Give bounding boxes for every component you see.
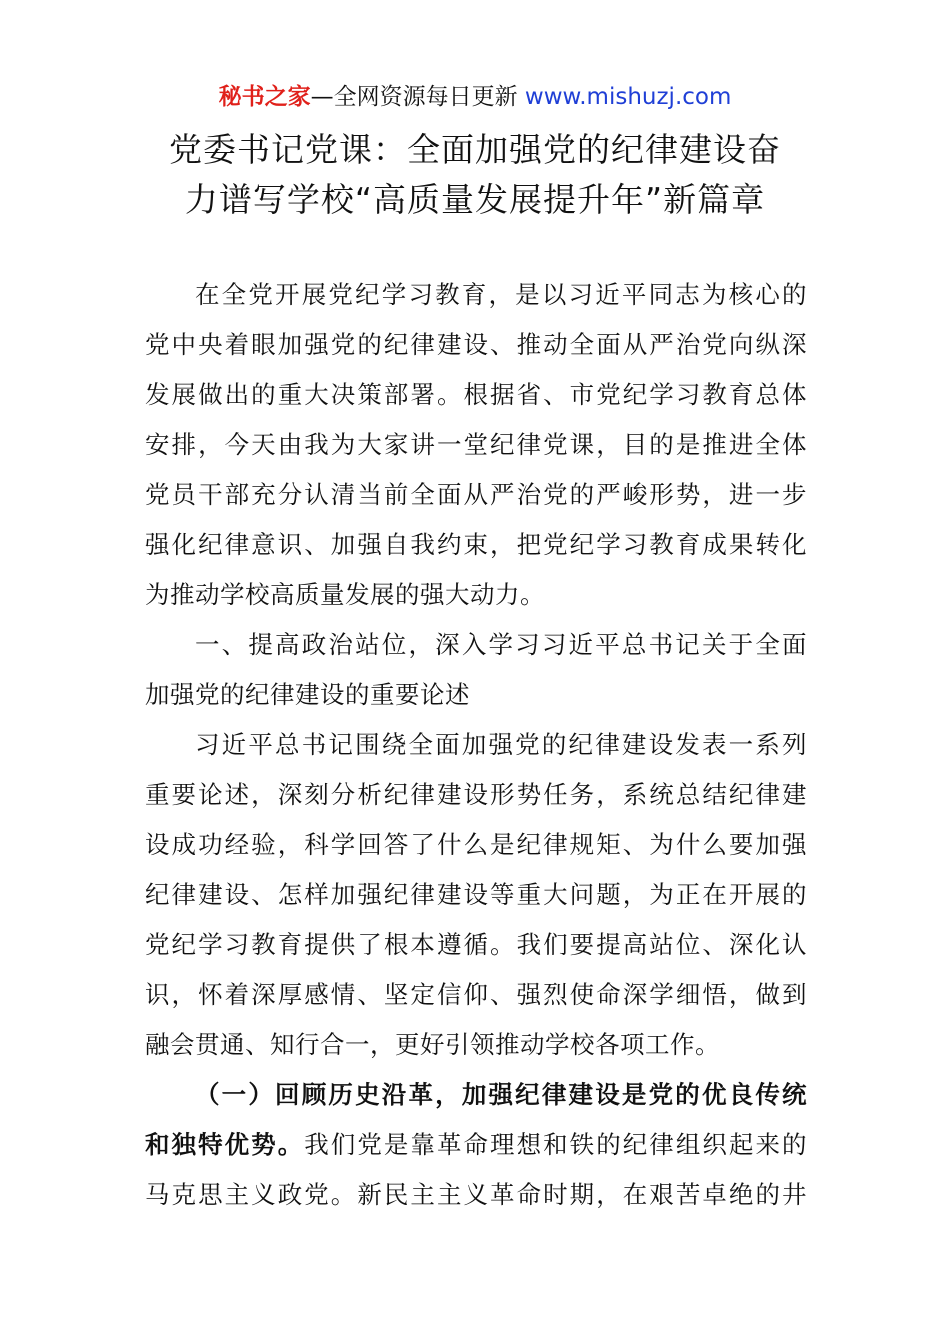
subsection-heading-line: （一）回顾历史沿革，加强纪律建设是党的优良传统 [195,1080,807,1109]
paragraph-2-line: 融会贯通、知行合一，更好引领推动学校各项工作。 [145,1030,720,1059]
section-heading-line: 一、提高政治站位，深入学习习近平总书记关于全面 [195,630,807,659]
brand-name: 秘书之家 [218,84,311,110]
paragraph-1-line: 强化纪律意识、加强自我约束，把党纪学习教育成果转化 [145,530,807,559]
paragraph-1-line: 为推动学校高质量发展的强大动力。 [145,580,545,609]
paragraph-1-line: 党员干部充分认清当前全面从严治党的严峻形势，进一步 [145,480,807,509]
paragraph-2-line: 纪律建设、怎样加强纪律建设等重大问题，为正在开展的 [145,880,807,909]
site-header [0,80,950,114]
paragraph-3-line: 马克思主义政党。新民主主义革命时期，在艰苦卓绝的井 [145,1180,807,1209]
title-line-2: 力谱写学校“高质量发展提升年”新篇章 [184,180,766,219]
subsection-heading-tail: 和独特优势。 [145,1130,305,1159]
paragraph-1-line: 安排，今天由我为大家讲一堂纪律党课，目的是推进全体 [145,430,807,459]
section-heading-line: 加强党的纪律建设的重要论述 [145,680,470,709]
paragraph-2-line: 习近平总书记围绕全面加强党的纪律建设发表一系列 [195,730,807,759]
paragraph-3-text: 我们党是靠革命理想和铁的纪律组织起来的 [304,1130,807,1159]
document-body [145,270,807,1220]
paragraph-2-line: 党纪学习教育提供了根本遵循。我们要提高站位、深化认 [145,930,807,959]
paragraph-1-line: 在全党开展党纪学习教育，是以习近平同志为核心的 [195,280,807,309]
site-url-link[interactable]: www.mishuzj.com [524,84,732,110]
title-line-1: 党委书记党课：全面加强党的纪律建设奋 [169,130,781,169]
header-slogan: —全网资源每日更新 [310,84,525,110]
paragraph-1-line: 发展做出的重大决策部署。根据省、市党纪学习教育总体 [145,380,807,409]
paragraph-2-line: 重要论述，深刻分析纪律建设形势任务，系统总结纪律建 [145,780,807,809]
document-title [145,125,805,225]
paragraph-2-line: 设成功经验，科学回答了什么是纪律规矩、为什么要加强 [145,830,807,859]
paragraph-3-line [145,1120,807,1170]
paragraph-2-line: 识，怀着深厚感情、坚定信仰、强烈使命深学细悟，做到 [145,980,807,1009]
paragraph-1-line: 党中央着眼加强党的纪律建设、推动全面从严治党向纵深 [145,330,807,359]
